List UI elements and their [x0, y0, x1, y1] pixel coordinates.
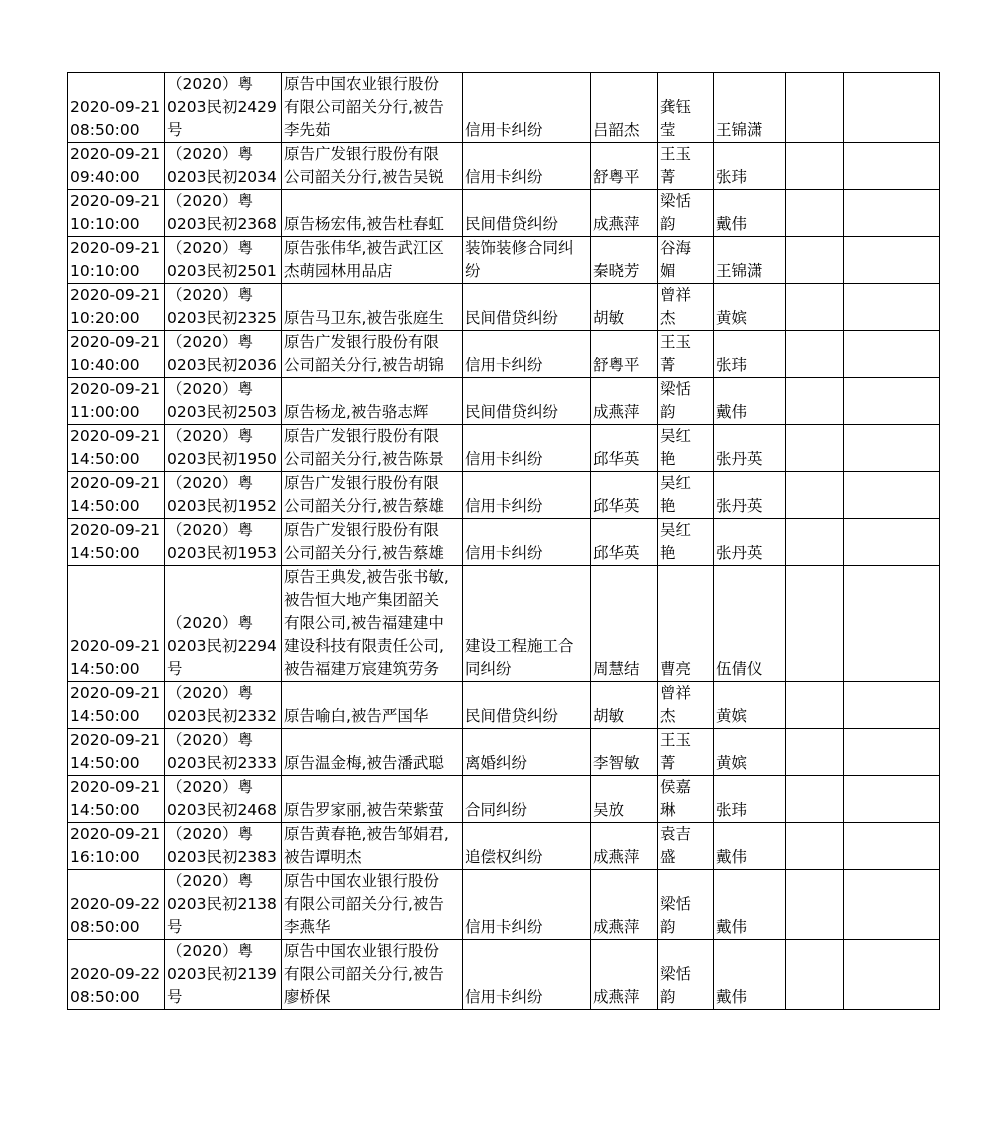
empty-cell [844, 237, 940, 284]
empty-cell [786, 284, 844, 331]
clerk-cell: 龚钰 莹 [658, 73, 714, 143]
clerk-cell: 王玉 菁 [658, 331, 714, 378]
secretary-cell: 戴伟 [714, 870, 786, 940]
cause-of-action-cell: 信用卡纠纷 [463, 870, 591, 940]
empty-cell [844, 870, 940, 940]
empty-cell [844, 143, 940, 190]
parties-cell: 原告中国农业银行股份 有限公司韶关分行,被告 廖桥保 [282, 940, 463, 1010]
parties-cell: 原告张伟华,被告武江区 杰萌园林用品店 [282, 237, 463, 284]
cause-of-action-cell: 合同纠纷 [463, 776, 591, 823]
empty-cell [786, 190, 844, 237]
judge-cell: 胡敏 [591, 284, 658, 331]
judge-cell: 成燕萍 [591, 940, 658, 1010]
table-row [68, 519, 940, 566]
parties-cell: 原告中国农业银行股份 有限公司韶关分行,被告 李燕华 [282, 870, 463, 940]
empty-cell [844, 940, 940, 1010]
empty-cell [786, 519, 844, 566]
parties-cell: 原告广发银行股份有限 公司韶关分行,被告蔡雄 [282, 472, 463, 519]
parties-cell: 原告王典发,被告张书敏, 被告恒大地产集团韶关 有限公司,被告福建建中 建设科技有限责任公司, 被告福建万宸建筑劳务 [282, 566, 463, 682]
clerk-cell: 梁恬 韵 [658, 940, 714, 1010]
secretary-cell: 张丹英 [714, 472, 786, 519]
parties-cell: 原告广发银行股份有限 公司韶关分行,被告陈景 [282, 425, 463, 472]
hearing-time-cell: 2020-09-22 08:50:00 [68, 870, 165, 940]
cause-of-action-cell: 信用卡纠纷 [463, 331, 591, 378]
parties-cell: 原告喻白,被告严国华 [282, 682, 463, 729]
case-number-cell: （2020）粤 0203民初2332 [165, 682, 282, 729]
table-row [68, 870, 940, 940]
empty-cell [844, 331, 940, 378]
secretary-cell: 戴伟 [714, 940, 786, 1010]
hearing-time-cell: 2020-09-21 14:50:00 [68, 776, 165, 823]
clerk-cell: 曾祥 杰 [658, 682, 714, 729]
table-row [68, 472, 940, 519]
hearing-time-cell: 2020-09-21 10:40:00 [68, 331, 165, 378]
case-number-cell: （2020）粤 0203民初1952 [165, 472, 282, 519]
clerk-cell: 梁恬 韵 [658, 378, 714, 425]
case-number-cell: （2020）粤 0203民初2501 [165, 237, 282, 284]
cause-of-action-cell: 民间借贷纠纷 [463, 682, 591, 729]
case-number-cell: （2020）粤 0203民初2138 号 [165, 870, 282, 940]
empty-cell [786, 425, 844, 472]
empty-cell [786, 682, 844, 729]
empty-cell [786, 331, 844, 378]
secretary-cell: 戴伟 [714, 190, 786, 237]
secretary-cell: 张丹英 [714, 519, 786, 566]
case-number-cell: （2020）粤 0203民初1953 [165, 519, 282, 566]
secretary-cell: 王锦潇 [714, 73, 786, 143]
secretary-cell: 王锦潇 [714, 237, 786, 284]
table-row [68, 776, 940, 823]
empty-cell [844, 425, 940, 472]
judge-cell: 成燕萍 [591, 190, 658, 237]
table-row [68, 566, 940, 682]
table-row [68, 331, 940, 378]
empty-cell [844, 190, 940, 237]
empty-cell [786, 566, 844, 682]
cause-of-action-cell: 信用卡纠纷 [463, 425, 591, 472]
case-number-cell: （2020）粤 0203民初2468 [165, 776, 282, 823]
cause-of-action-cell: 信用卡纠纷 [463, 143, 591, 190]
table-row [68, 940, 940, 1010]
cause-of-action-cell: 民间借贷纠纷 [463, 190, 591, 237]
empty-cell [786, 940, 844, 1010]
judge-cell: 李智敏 [591, 729, 658, 776]
case-number-cell: （2020）粤 0203民初2036 [165, 331, 282, 378]
parties-cell: 原告马卫东,被告张庭生 [282, 284, 463, 331]
empty-cell [786, 729, 844, 776]
secretary-cell: 戴伟 [714, 823, 786, 870]
empty-cell [786, 870, 844, 940]
empty-cell [844, 682, 940, 729]
hearing-time-cell: 2020-09-21 14:50:00 [68, 472, 165, 519]
clerk-cell: 吴红 艳 [658, 425, 714, 472]
case-number-cell: （2020）粤 0203民初1950 [165, 425, 282, 472]
empty-cell [844, 566, 940, 682]
clerk-cell: 谷海 媚 [658, 237, 714, 284]
hearing-time-cell: 2020-09-22 08:50:00 [68, 940, 165, 1010]
clerk-cell: 王玉 菁 [658, 143, 714, 190]
case-number-cell: （2020）粤 0203民初2139 号 [165, 940, 282, 1010]
empty-cell [844, 73, 940, 143]
empty-cell [844, 776, 940, 823]
empty-cell [786, 378, 844, 425]
case-number-cell: （2020）粤 0203民初2503 [165, 378, 282, 425]
table-row [68, 143, 940, 190]
secretary-cell: 黄嫔 [714, 729, 786, 776]
table-row [68, 729, 940, 776]
table-row [68, 425, 940, 472]
parties-cell: 原告黄春艳,被告邹娟君, 被告谭明杰 [282, 823, 463, 870]
judge-cell: 成燕萍 [591, 823, 658, 870]
table-row [68, 823, 940, 870]
empty-cell [786, 776, 844, 823]
empty-cell [844, 823, 940, 870]
cause-of-action-cell: 民间借贷纠纷 [463, 284, 591, 331]
clerk-cell: 梁恬 韵 [658, 190, 714, 237]
parties-cell: 原告罗家丽,被告荣紫萤 [282, 776, 463, 823]
hearing-time-cell: 2020-09-21 08:50:00 [68, 73, 165, 143]
empty-cell [844, 378, 940, 425]
cause-of-action-cell: 装饰装修合同纠 纷 [463, 237, 591, 284]
clerk-cell: 吴红 艳 [658, 472, 714, 519]
table-row [68, 237, 940, 284]
judge-cell: 周慧结 [591, 566, 658, 682]
secretary-cell: 黄嫔 [714, 284, 786, 331]
cause-of-action-cell: 离婚纠纷 [463, 729, 591, 776]
case-number-cell: （2020）粤 0203民初2368 [165, 190, 282, 237]
clerk-cell: 吴红 艳 [658, 519, 714, 566]
parties-cell: 原告广发银行股份有限 公司韶关分行,被告蔡雄 [282, 519, 463, 566]
parties-cell: 原告广发银行股份有限 公司韶关分行,被告吴锐 [282, 143, 463, 190]
clerk-cell: 梁恬 韵 [658, 870, 714, 940]
cause-of-action-cell: 建设工程施工合 同纠纷 [463, 566, 591, 682]
hearing-time-cell: 2020-09-21 14:50:00 [68, 425, 165, 472]
table-row [68, 284, 940, 331]
empty-cell [786, 472, 844, 519]
hearing-schedule-body [68, 73, 940, 1010]
hearing-time-cell: 2020-09-21 11:00:00 [68, 378, 165, 425]
secretary-cell: 张玮 [714, 331, 786, 378]
empty-cell [786, 143, 844, 190]
empty-cell [844, 519, 940, 566]
case-number-cell: （2020）粤 0203民初2325 [165, 284, 282, 331]
clerk-cell: 袁吉 盛 [658, 823, 714, 870]
table-row [68, 73, 940, 143]
judge-cell: 成燕萍 [591, 378, 658, 425]
cause-of-action-cell: 信用卡纠纷 [463, 519, 591, 566]
secretary-cell: 张玮 [714, 776, 786, 823]
clerk-cell: 曹亮 [658, 566, 714, 682]
empty-cell [786, 823, 844, 870]
clerk-cell: 王玉 菁 [658, 729, 714, 776]
judge-cell: 邱华英 [591, 472, 658, 519]
hearing-time-cell: 2020-09-21 10:10:00 [68, 190, 165, 237]
hearing-time-cell: 2020-09-21 14:50:00 [68, 729, 165, 776]
table-row [68, 682, 940, 729]
parties-cell: 原告杨龙,被告骆志辉 [282, 378, 463, 425]
cause-of-action-cell: 信用卡纠纷 [463, 472, 591, 519]
cause-of-action-cell: 追偿权纠纷 [463, 823, 591, 870]
case-number-cell: （2020）粤 0203民初2294 号 [165, 566, 282, 682]
judge-cell: 成燕萍 [591, 870, 658, 940]
empty-cell [844, 472, 940, 519]
empty-cell [786, 73, 844, 143]
judge-cell: 舒粤平 [591, 143, 658, 190]
judge-cell: 胡敏 [591, 682, 658, 729]
hearing-time-cell: 2020-09-21 09:40:00 [68, 143, 165, 190]
empty-cell [844, 729, 940, 776]
case-number-cell: （2020）粤 0203民初2333 [165, 729, 282, 776]
parties-cell: 原告杨宏伟,被告杜春虹 [282, 190, 463, 237]
secretary-cell: 张玮 [714, 143, 786, 190]
secretary-cell: 伍倩仪 [714, 566, 786, 682]
empty-cell [844, 284, 940, 331]
table-row [68, 190, 940, 237]
judge-cell: 吴放 [591, 776, 658, 823]
empty-cell [786, 237, 844, 284]
secretary-cell: 戴伟 [714, 378, 786, 425]
judge-cell: 秦晓芳 [591, 237, 658, 284]
judge-cell: 吕韶杰 [591, 73, 658, 143]
judge-cell: 邱华英 [591, 425, 658, 472]
cause-of-action-cell: 民间借贷纠纷 [463, 378, 591, 425]
clerk-cell: 曾祥 杰 [658, 284, 714, 331]
judge-cell: 邱华英 [591, 519, 658, 566]
secretary-cell: 黄嫔 [714, 682, 786, 729]
case-number-cell: （2020）粤 0203民初2383 [165, 823, 282, 870]
case-number-cell: （2020）粤 0203民初2429 号 [165, 73, 282, 143]
cause-of-action-cell: 信用卡纠纷 [463, 940, 591, 1010]
hearing-time-cell: 2020-09-21 14:50:00 [68, 519, 165, 566]
cause-of-action-cell: 信用卡纠纷 [463, 73, 591, 143]
hearing-time-cell: 2020-09-21 14:50:00 [68, 566, 165, 682]
hearing-schedule-table [67, 72, 940, 1010]
table-row [68, 378, 940, 425]
case-number-cell: （2020）粤 0203民初2034 [165, 143, 282, 190]
hearing-time-cell: 2020-09-21 16:10:00 [68, 823, 165, 870]
hearing-time-cell: 2020-09-21 10:20:00 [68, 284, 165, 331]
parties-cell: 原告中国农业银行股份 有限公司韶关分行,被告 李先茹 [282, 73, 463, 143]
parties-cell: 原告温金梅,被告潘武聪 [282, 729, 463, 776]
hearing-time-cell: 2020-09-21 14:50:00 [68, 682, 165, 729]
parties-cell: 原告广发银行股份有限 公司韶关分行,被告胡锦 [282, 331, 463, 378]
hearing-time-cell: 2020-09-21 10:10:00 [68, 237, 165, 284]
secretary-cell: 张丹英 [714, 425, 786, 472]
judge-cell: 舒粤平 [591, 331, 658, 378]
clerk-cell: 侯嘉 琳 [658, 776, 714, 823]
